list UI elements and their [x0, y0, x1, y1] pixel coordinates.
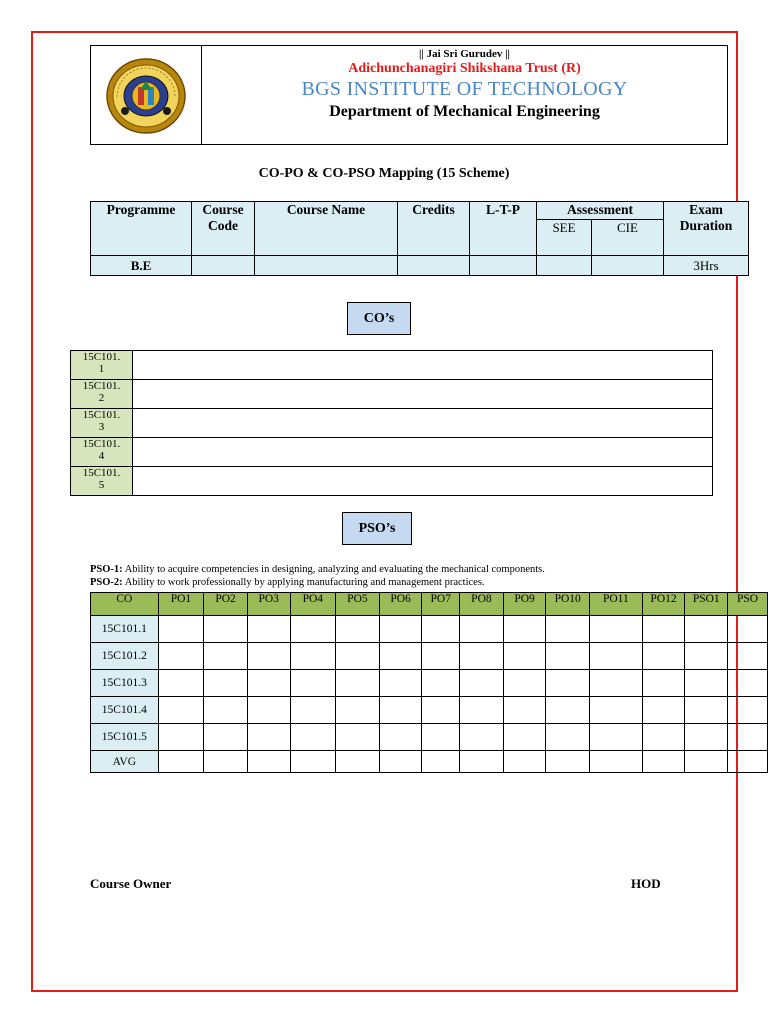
mapping-cell	[422, 670, 460, 697]
header-course-code-line2: Code	[208, 218, 238, 233]
co-row	[71, 467, 713, 496]
mapping-cell	[685, 670, 728, 697]
mapping-cell	[642, 751, 685, 773]
mapping-cell	[685, 616, 728, 643]
mapping-cell	[422, 616, 460, 643]
mapping-cell	[336, 616, 380, 643]
co-code-line2: 1	[98, 363, 105, 375]
mapping-cell	[204, 616, 248, 643]
mapping-header-pso1: PSO1	[685, 593, 728, 616]
mapping-cell	[728, 670, 768, 697]
header-cie: CIE	[617, 220, 638, 235]
mapping-cell	[546, 616, 590, 643]
mapping-cell	[460, 643, 504, 670]
mapping-cell	[379, 697, 422, 724]
mapping-cell	[247, 751, 290, 773]
co-code-line1: 15C101.	[82, 351, 121, 363]
pso-1-text: Ability to acquire competencies in designing, analyzing and evaluating the mechanical components.	[122, 564, 545, 575]
mapping-cell	[460, 616, 504, 643]
pso-2-statement	[90, 577, 485, 589]
co-code-line2: 5	[98, 479, 105, 491]
mapping-cell	[247, 643, 290, 670]
mapping-cell	[290, 643, 336, 670]
mapping-header-po9: PO9	[503, 593, 546, 616]
institute-logo-icon	[105, 57, 187, 135]
mapping-cell	[546, 724, 590, 751]
mapping-cell	[422, 643, 460, 670]
mapping-cell	[642, 697, 685, 724]
mapping-cell	[503, 643, 546, 670]
co-code	[71, 467, 133, 496]
mapping-header-po4: PO4	[290, 593, 336, 616]
programme-table	[90, 201, 749, 276]
header-assessment-label: Assessment	[537, 202, 663, 220]
co-row	[71, 380, 713, 409]
co-description	[133, 380, 713, 409]
mapping-header-po11: PO11	[590, 593, 643, 616]
mapping-cell	[728, 643, 768, 670]
co-po-mapping-table	[90, 592, 768, 773]
mapping-cell	[642, 616, 685, 643]
mapping-row	[91, 643, 768, 670]
co-code-line2: 2	[98, 392, 105, 404]
mapping-cell	[460, 670, 504, 697]
header-ltp: L-T-P	[470, 202, 537, 256]
mapping-header-po1: PO1	[158, 593, 204, 616]
mapping-cell	[290, 724, 336, 751]
co-code	[71, 351, 133, 380]
mapping-cell	[422, 724, 460, 751]
mapping-header-po12: PO12	[642, 593, 685, 616]
cell-assessment	[537, 256, 664, 276]
pso-1-statement	[90, 564, 545, 576]
cell-course-code	[192, 256, 255, 276]
mapping-cell	[590, 751, 643, 773]
co-code-line2: 4	[98, 450, 105, 462]
mapping-cell	[158, 724, 204, 751]
mapping-cell	[460, 751, 504, 773]
mapping-cell	[158, 697, 204, 724]
mapping-cell	[204, 751, 248, 773]
co-row	[71, 438, 713, 467]
co-code-line1: 15C101.	[82, 380, 121, 392]
invocation-text: || Jai Sri Gurudev ||	[419, 48, 510, 60]
mapping-cell	[590, 697, 643, 724]
mapping-cell	[590, 670, 643, 697]
co-code-line1: 15C101.	[82, 467, 121, 479]
mapping-cell	[336, 751, 380, 773]
header-see: SEE	[537, 220, 592, 255]
mapping-cell	[379, 670, 422, 697]
logo-cell	[91, 46, 202, 144]
institute-name: BGS INSTITUTE OF TECHNOLOGY	[301, 78, 628, 100]
mapping-cell	[204, 724, 248, 751]
cos-section-label: CO’s	[347, 302, 411, 335]
mapping-cell	[685, 643, 728, 670]
co-code-line1: 15C101.	[82, 409, 121, 421]
cell-course-name	[255, 256, 398, 276]
mapping-row-label: 15C101.4	[91, 697, 159, 724]
mapping-row-label: 15C101.5	[91, 724, 159, 751]
mapping-cell	[546, 643, 590, 670]
mapping-cell	[460, 724, 504, 751]
mapping-cell	[685, 697, 728, 724]
hod-label: HOD	[631, 876, 661, 891]
header-programme: Programme	[91, 202, 192, 256]
cell-exam-duration: 3Hrs	[664, 256, 749, 276]
co-description	[133, 409, 713, 438]
mapping-header-po6: PO6	[379, 593, 422, 616]
mapping-cell	[290, 616, 336, 643]
mapping-row	[91, 697, 768, 724]
co-row	[71, 409, 713, 438]
letterhead-text	[202, 46, 727, 123]
mapping-cell	[503, 751, 546, 773]
mapping-cell	[290, 670, 336, 697]
pso-2-text: Ability to work professionally by applying manufacturing and management practices.	[122, 577, 485, 588]
mapping-cell	[546, 697, 590, 724]
mapping-cell	[336, 724, 380, 751]
header-exam-line2: Duration	[679, 218, 733, 233]
mapping-cell	[503, 697, 546, 724]
mapping-cell	[422, 697, 460, 724]
mapping-header-pso: PSO	[728, 593, 768, 616]
mapping-cell	[379, 643, 422, 670]
header-course-code-line1: Course	[202, 202, 244, 217]
mapping-title: CO-PO & CO-PSO Mapping (15 Scheme)	[258, 166, 510, 181]
pso-2-label: PSO-2:	[90, 577, 123, 588]
mapping-cell	[546, 670, 590, 697]
header-course-name: Course Name	[255, 202, 398, 256]
mapping-cell	[247, 724, 290, 751]
mapping-row-label: 15C101.3	[91, 670, 159, 697]
header-assessment	[537, 202, 664, 256]
letterhead	[90, 45, 728, 145]
mapping-header-co: CO	[91, 593, 159, 616]
mapping-header-po5: PO5	[336, 593, 380, 616]
mapping-cell	[336, 697, 380, 724]
course-owner-label: Course Owner	[90, 876, 172, 891]
co-code	[71, 409, 133, 438]
mapping-cell	[247, 697, 290, 724]
mapping-cell	[685, 724, 728, 751]
mapping-cell	[728, 724, 768, 751]
header-exam-line1: Exam	[689, 202, 723, 217]
mapping-cell	[158, 751, 204, 773]
cell-cie	[592, 256, 663, 275]
co-description	[133, 467, 713, 496]
mapping-cell	[247, 670, 290, 697]
cell-ltp	[470, 256, 537, 276]
co-description	[133, 351, 713, 380]
department-name: Department of Mechanical Engineering	[329, 103, 600, 120]
mapping-cell	[336, 670, 380, 697]
mapping-cell	[336, 643, 380, 670]
header-course-code	[192, 202, 255, 256]
mapping-cell	[290, 751, 336, 773]
mapping-cell	[642, 724, 685, 751]
mapping-cell	[590, 616, 643, 643]
mapping-header-po10: PO10	[546, 593, 590, 616]
mapping-cell	[158, 643, 204, 670]
mapping-cell	[247, 616, 290, 643]
co-code-line1: 15C101.	[82, 438, 121, 450]
mapping-cell	[204, 670, 248, 697]
mapping-cell	[642, 643, 685, 670]
mapping-cell	[503, 724, 546, 751]
mapping-cell	[290, 697, 336, 724]
pso-1-label: PSO-1:	[90, 564, 123, 575]
mapping-cell	[379, 724, 422, 751]
mapping-cell	[204, 643, 248, 670]
header-exam-duration	[664, 202, 749, 256]
mapping-cell	[728, 616, 768, 643]
co-code	[71, 380, 133, 409]
mapping-cell	[590, 724, 643, 751]
co-code-line2: 3	[98, 421, 105, 433]
mapping-row-label: 15C101.1	[91, 616, 159, 643]
mapping-cell	[728, 751, 768, 773]
mapping-cell	[728, 697, 768, 724]
mapping-cell	[460, 697, 504, 724]
cell-see	[537, 256, 592, 275]
mapping-cell	[642, 670, 685, 697]
mapping-header-po7: PO7	[422, 593, 460, 616]
mapping-cell	[422, 751, 460, 773]
mapping-row	[91, 670, 768, 697]
mapping-header-po2: PO2	[204, 593, 248, 616]
cos-table	[70, 350, 713, 496]
mapping-cell	[158, 670, 204, 697]
mapping-cell	[503, 670, 546, 697]
header-credits: Credits	[398, 202, 470, 256]
mapping-row	[91, 751, 768, 773]
mapping-row-label: AVG	[91, 751, 159, 773]
mapping-cell	[685, 751, 728, 773]
mapping-row	[91, 616, 768, 643]
mapping-header-po3: PO3	[247, 593, 290, 616]
mapping-cell	[590, 643, 643, 670]
mapping-cell	[379, 616, 422, 643]
co-description	[133, 438, 713, 467]
mapping-header-row	[91, 593, 768, 616]
psos-section-label: PSO’s	[342, 512, 412, 545]
mapping-row-label: 15C101.2	[91, 643, 159, 670]
cell-credits	[398, 256, 470, 276]
trust-name: Adichunchanagiri Shikshana Trust (R)	[348, 61, 581, 76]
mapping-cell	[158, 616, 204, 643]
mapping-row	[91, 724, 768, 751]
mapping-cell	[379, 751, 422, 773]
mapping-cell	[204, 697, 248, 724]
co-code	[71, 438, 133, 467]
mapping-header-po8: PO8	[460, 593, 504, 616]
co-row	[71, 351, 713, 380]
cell-programme: B.E	[91, 256, 192, 276]
mapping-cell	[546, 751, 590, 773]
mapping-cell	[503, 616, 546, 643]
